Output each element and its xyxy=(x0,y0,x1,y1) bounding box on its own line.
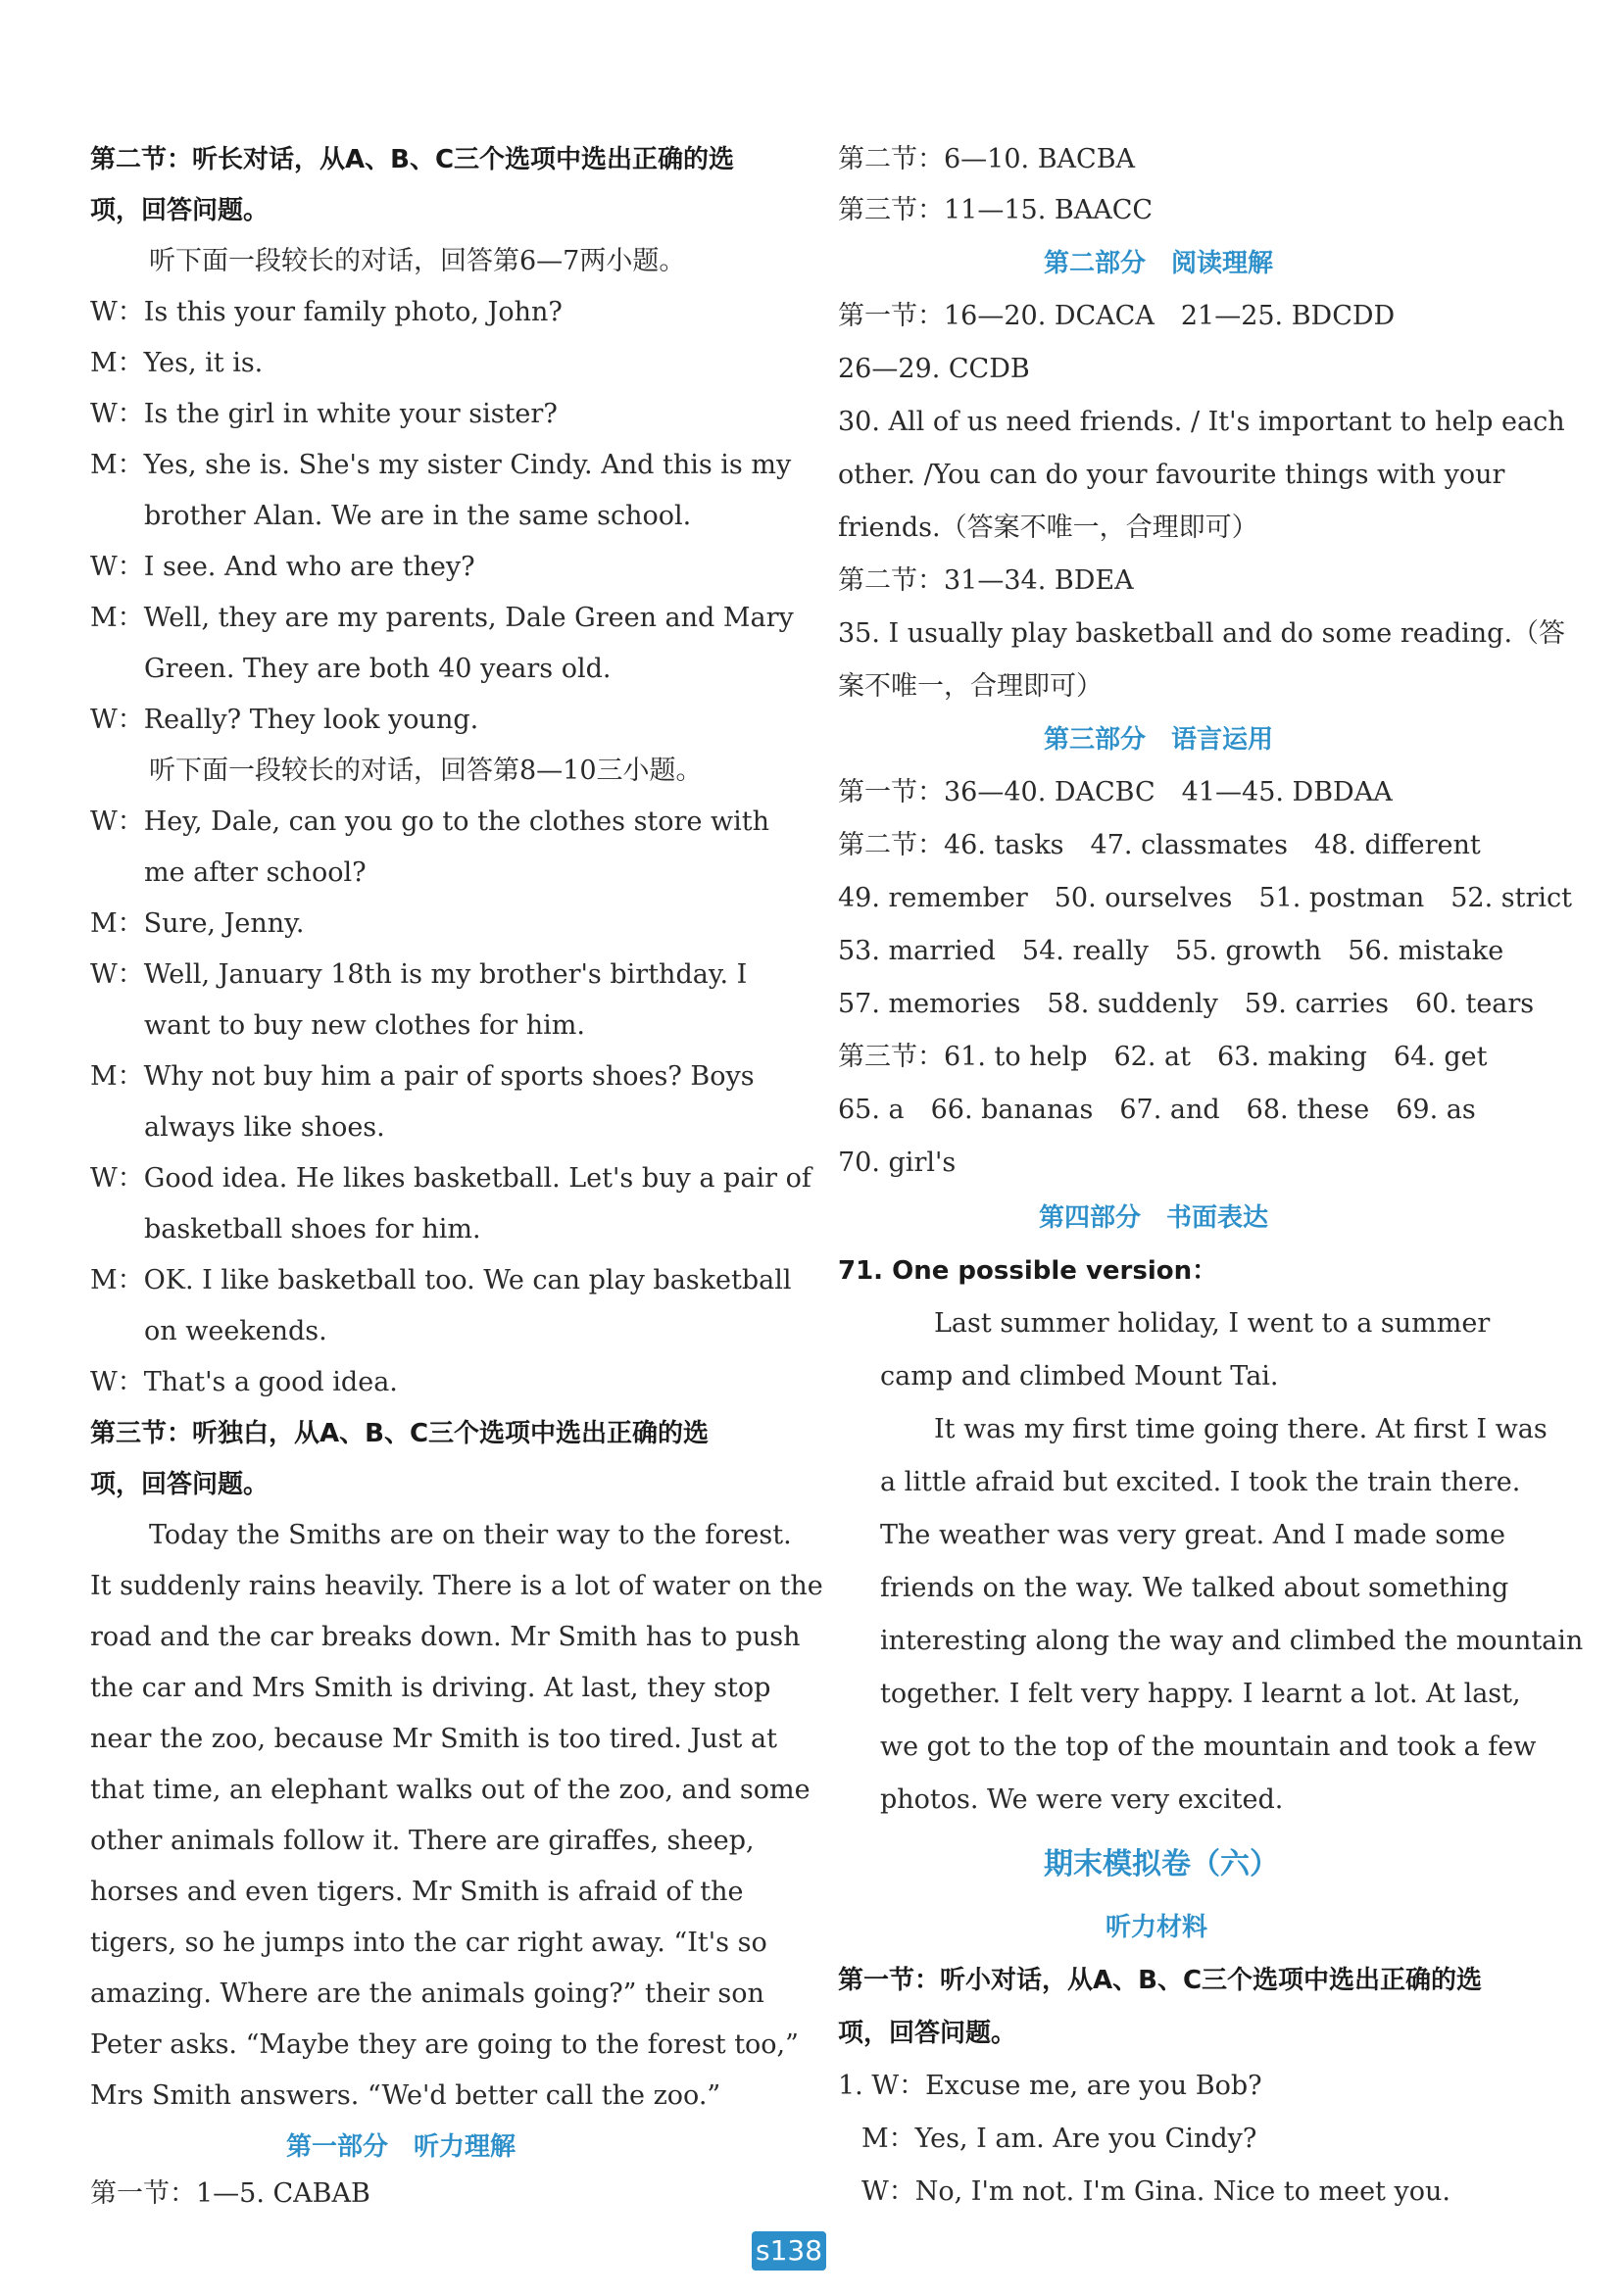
dialogue-line: 1. W：Excuse me, are you Bob? xyxy=(838,2071,1262,2101)
answer-line: 第二节：31—34. BDEA xyxy=(838,565,1134,596)
answer-line: 49. remember 50. ourselves 51. postman 52. strict xyxy=(838,883,1572,913)
answer-line: 第一节：16—20. DCACA 21—25. BDCDD xyxy=(838,301,1396,331)
instruction: 听下面一段较长的对话，回答第8—10三小题。 xyxy=(149,756,703,786)
dialogue-line: W：No, I'm not. I'm Gina. Nice to meet you. xyxy=(861,2176,1450,2207)
passage-line: horses and even tigers. Mr Smith is afraid of the xyxy=(90,1877,744,1907)
passage-line: road and the car breaks down. Mr Smith has to push xyxy=(90,1622,801,1652)
answer-line: 30. All of us need friends. / It's important to help each xyxy=(838,407,1565,437)
dialogue-line: W：Well, January 18th is my brother's birthday. I xyxy=(90,959,748,990)
dialogue-line: M：Well, they are my parents, Dale Green and Mary xyxy=(90,603,794,633)
exam-title: 期末模拟卷（六） xyxy=(1044,1847,1279,1881)
passage-line: near the zoo, because Mr Smith is too tired. Just at xyxy=(90,1724,777,1754)
dialogue-line: W：Really? They look young. xyxy=(90,705,479,735)
dialogue-line: me after school? xyxy=(144,857,367,888)
answer-line: 第二节：6—10. BACBA xyxy=(838,144,1136,174)
answer-line: 第一节：1—5. CABAB xyxy=(90,2178,370,2209)
answer-line: 第三节：11—15. BAACC xyxy=(838,195,1154,225)
passage-line: that time, an elephant walks out of the zoo, and some xyxy=(90,1775,811,1805)
answer-line: other. /You can do your favourite things with your xyxy=(838,460,1505,490)
answer-line: 第三节：61. to help 62. at 63. making 64. get xyxy=(838,1042,1488,1072)
essay-line: we got to the top of the mountain and took a few xyxy=(880,1732,1537,1762)
essay-line: interesting along the way and climbed the mountain xyxy=(880,1626,1584,1656)
answer-line: 57. memories 58. suddenly 59. carries 60. tears xyxy=(838,989,1535,1019)
answer-line: 35. I usually play basketball and do some reading.（答 xyxy=(838,618,1566,649)
dialogue-line: W：Good idea. He likes basketball. Let's buy a pair of xyxy=(90,1163,811,1194)
section-heading: 第二节：听长对话，从A、B、C三个选项中选出正确的选 xyxy=(90,145,735,174)
section-heading: 第一节：听小对话，从A、B、C三个选项中选出正确的选 xyxy=(838,1966,1483,1995)
answer-line: friends.（答案不唯一，合理即可） xyxy=(838,513,1258,543)
dialogue-line: M：Yes, it is. xyxy=(90,348,264,378)
essay-line: friends on the way. We talked about something xyxy=(880,1573,1509,1603)
dialogue-line: W：Is the girl in white your sister? xyxy=(90,399,558,429)
dialogue-line: W：I see. And who are they? xyxy=(90,552,475,582)
essay-line: Last summer holiday, I went to a summer xyxy=(934,1308,1491,1339)
dialogue-line: M：Yes, I am. Are you Cindy? xyxy=(861,2124,1257,2154)
dialogue-line: want to buy new clothes for him. xyxy=(144,1010,585,1041)
answer-line: 70. girl's xyxy=(838,1148,957,1178)
passage-line: Peter asks. “Maybe they are going to the forest too,” xyxy=(90,2029,799,2060)
section-heading: 项，回答问题。 xyxy=(90,196,270,225)
passage-line: amazing. Where are the animals going?” their son xyxy=(90,1978,764,2009)
section-heading: 第三节：听独白，从A、B、C三个选项中选出正确的选 xyxy=(90,1419,710,1448)
dialogue-line: M：Sure, Jenny. xyxy=(90,908,305,939)
dialogue-line: always like shoes. xyxy=(144,1112,385,1143)
passage-line: other animals follow it. There are giraffes, sheep, xyxy=(90,1826,755,1856)
passage-line: Mrs Smith answers. “We'd better call the zoo.” xyxy=(90,2080,721,2111)
section-heading: 项，回答问题。 xyxy=(90,1470,270,1499)
dialogue-line: W：That's a good idea. xyxy=(90,1367,398,1397)
passage-line: It suddenly rains heavily. There is a lot of water on the xyxy=(90,1571,823,1601)
dialogue-line: M：Why not buy him a pair of sports shoes? Boys xyxy=(90,1061,755,1092)
part-title: 第四部分 书面表达 xyxy=(1039,1203,1269,1233)
essay-line: The weather was very great. And I made some xyxy=(880,1520,1505,1550)
answer-line: 第一节：36—40. DACBC 41—45. DBDAA xyxy=(838,777,1393,807)
part-title: 第一部分 听力理解 xyxy=(286,2132,516,2162)
dialogue-line: on weekends. xyxy=(144,1316,327,1346)
answer-line: 53. married 54. really 55. growth 56. mistake xyxy=(838,936,1504,966)
essay-line: photos. We were very excited. xyxy=(880,1784,1284,1815)
page-number: s138 xyxy=(752,2231,826,2271)
passage-line: tigers, so he jumps into the car right away. “It's so xyxy=(90,1928,767,1958)
section-heading: 项，回答问题。 xyxy=(838,2019,1017,2048)
essay-line: together. I felt very happy. I learnt a lot. At last, xyxy=(880,1679,1521,1709)
dialogue-line: M：Yes, she is. She's my sister Cindy. And this is my xyxy=(90,450,792,480)
part-title: 第二部分 阅读理解 xyxy=(1044,249,1274,278)
dialogue-line: brother Alan. We are in the same school. xyxy=(144,501,692,531)
listening-material-title: 听力材料 xyxy=(1106,1913,1208,1942)
essay-line: It was my first time going there. At first I was xyxy=(934,1414,1548,1444)
answer-line: 第二节：46. tasks 47. classmates 48. different xyxy=(838,830,1481,860)
instruction: 听下面一段较长的对话，回答第6—7两小题。 xyxy=(149,246,686,276)
answer-line: 65. a 66. bananas 67. and 68. these 69. as xyxy=(838,1095,1476,1125)
passage-line: the car and Mrs Smith is driving. At last, they stop xyxy=(90,1673,771,1703)
dialogue-line: W：Hey, Dale, can you go to the clothes store with xyxy=(90,806,769,837)
dialogue-line: M：OK. I like basketball too. We can play basketball xyxy=(90,1265,792,1295)
dialogue-line: basketball shoes for him. xyxy=(144,1214,481,1245)
answer-line: 案不唯一，合理即可） xyxy=(838,671,1103,702)
essay-line: camp and climbed Mount Tai. xyxy=(880,1361,1279,1392)
answer-line: 26—29. CCDB xyxy=(838,354,1030,384)
passage-line: Today the Smiths are on their way to the forest. xyxy=(149,1520,792,1550)
essay-label: 71. One possible version： xyxy=(838,1256,1218,1286)
dialogue-line: Green. They are both 40 years old. xyxy=(144,654,612,684)
essay-line: a little afraid but excited. I took the train there. xyxy=(880,1467,1521,1497)
part-title: 第三部分 语言运用 xyxy=(1044,725,1274,755)
dialogue-line: W：Is this your family photo, John? xyxy=(90,297,563,327)
